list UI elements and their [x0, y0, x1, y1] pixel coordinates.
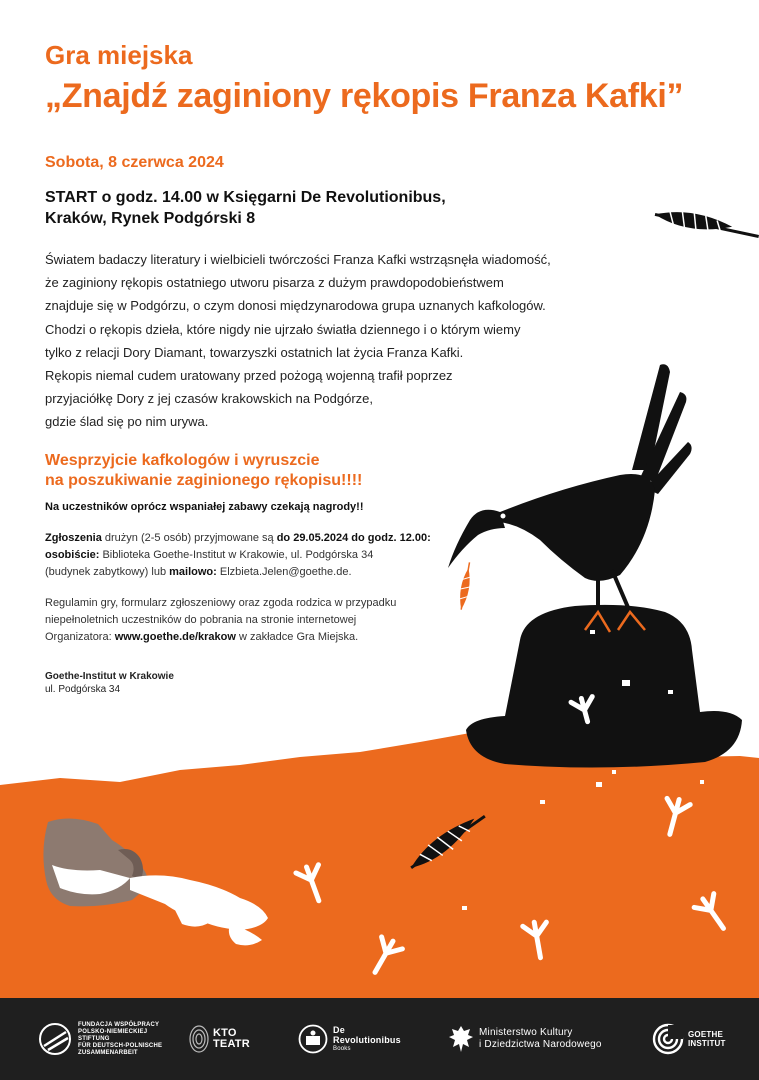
kto-teatr-logo [188, 1016, 250, 1062]
registration-label: Zgłoszenia [45, 532, 102, 544]
fwpn-text: FUNDACJA WSPÓŁPRACY [78, 1021, 160, 1028]
start-location: Kraków, Rynek Podgórski 8 [45, 210, 256, 227]
teatr-text: TEATR [213, 1038, 250, 1050]
goethe-institut-logo [652, 1016, 726, 1062]
prizes-note: Na uczestników oprócz wspaniałej zabawy czekają nagrody!! [45, 501, 364, 513]
registration-line [45, 564, 431, 581]
intro-line: gdzie ślad się po nim urywa. [45, 414, 209, 430]
registration-line [45, 530, 431, 547]
intro-line: Chodzi o rękopis dzieła, które nigdy nie ujrzało światła dziennego i o którym wiemy [45, 321, 521, 337]
feather-icon [653, 205, 759, 246]
intro-line: przyjaciółkę Dory z jej czasów krakowskich na Podgórze, [45, 391, 374, 407]
kto-text: KTO [213, 1027, 237, 1039]
book-circle-icon [298, 1024, 328, 1054]
institut-text: INSTITUT [688, 1039, 726, 1048]
support-line: na poszukiwanie zaginionego rękopisu!!!! [45, 472, 363, 489]
fwpn-text: FÜR DEUTSCH-POLNISCHE [78, 1042, 163, 1049]
organizer-address: ul. Podgórska 34 [45, 684, 121, 695]
rules-line: niepełnoletnich uczestników do pobrania na stronie internetowej [45, 614, 357, 626]
registration-info [45, 530, 431, 581]
intro-line: Światem badaczy literatury i wielbicieli twórczości Franza Kafki wstrząsnęła wiadomość, [45, 252, 551, 267]
intro-paragraph [45, 248, 585, 434]
ministry-logo [448, 1016, 602, 1062]
support-line: Wesprzyjcie kafkologów i wyruszcie [45, 452, 320, 469]
rules-text: w zakładce Gra Miejska. [235, 631, 359, 643]
registration-deadline: do 29.05.2024 do godz. 12.00: [276, 532, 431, 544]
email-label: mailowo: [169, 566, 217, 578]
rules-line [45, 629, 396, 646]
building-note: (budynek zabytkowy) lub [45, 566, 170, 578]
in-person-label: osobiście: [45, 549, 100, 561]
fingerprint-icon [188, 1024, 210, 1054]
registration-line [45, 547, 431, 564]
de-revolutionibus-logo [298, 1016, 401, 1062]
organizer-name: Goethe-Institut w Krakowie [45, 671, 174, 682]
derev-text: Revolutionibus [333, 1035, 401, 1045]
intro-line: że zaginiony rękopis ostatniego utworu pisarza z dużym prawdopodobieństwem [45, 275, 504, 291]
page-title: „Znajdź zaginiony rękopis Franza Kafki” [45, 77, 684, 115]
organizer [45, 670, 174, 696]
fwpn-icon [38, 1022, 72, 1056]
ministry-text: i Dziedzictwa Narodowego [479, 1039, 602, 1050]
fwpn-text: STIFTUNG [78, 1035, 110, 1042]
rules-text: Organizatora: [45, 631, 115, 643]
event-kicker: Gra miejska [45, 40, 193, 70]
footer-logos [0, 998, 759, 1080]
eagle-icon [448, 1023, 474, 1055]
registration-text: drużyn (2-5 osób) przyjmowane są [101, 532, 277, 544]
fwpn-text: POLSKO-NIEMIECKIEJ [78, 1028, 148, 1035]
support-callout [45, 451, 362, 491]
in-person-address: Biblioteka Goethe-Institut w Krakowie, ul. Podgórska 34 [99, 549, 374, 561]
start-line: START o godz. 14.00 w Księgarni De Revolutionibus, [45, 189, 446, 206]
event-start [45, 187, 446, 229]
rules-info [45, 595, 396, 646]
fwpn-text: ZUSAMMENARBEIT [78, 1049, 138, 1056]
derev-text: De [333, 1025, 345, 1035]
goethe-icon [652, 1023, 684, 1055]
intro-line: Rękopis niemal cudem uratowany przed pożogą wojenną trafił poprzez [45, 368, 453, 384]
goethe-text: GOETHE [688, 1030, 723, 1039]
event-date: Sobota, 8 czerwca 2024 [45, 154, 224, 171]
ministry-text: Ministerstwo Kultury [479, 1027, 573, 1038]
rules-line: Regulamin gry, formularz zgłoszeniowy oraz zgoda rodzica w przypadku [45, 597, 397, 609]
website-link[interactable]: www.goethe.de/krakow [114, 631, 236, 643]
derev-books: Books [333, 1046, 351, 1052]
fwpn-logo [38, 1016, 162, 1062]
hat-icon [466, 605, 742, 768]
intro-line: znajduje się w Podgórzu, o czym donosi międzynarodowa grupa uznanych kafkologów. [45, 298, 546, 314]
email-link[interactable]: Elzbieta.Jelen@goethe.de. [216, 566, 352, 578]
intro-line: tylko z relacji Dory Diamant, towarzyszki ostatnich lat życia Franza Kafki. [45, 344, 464, 360]
